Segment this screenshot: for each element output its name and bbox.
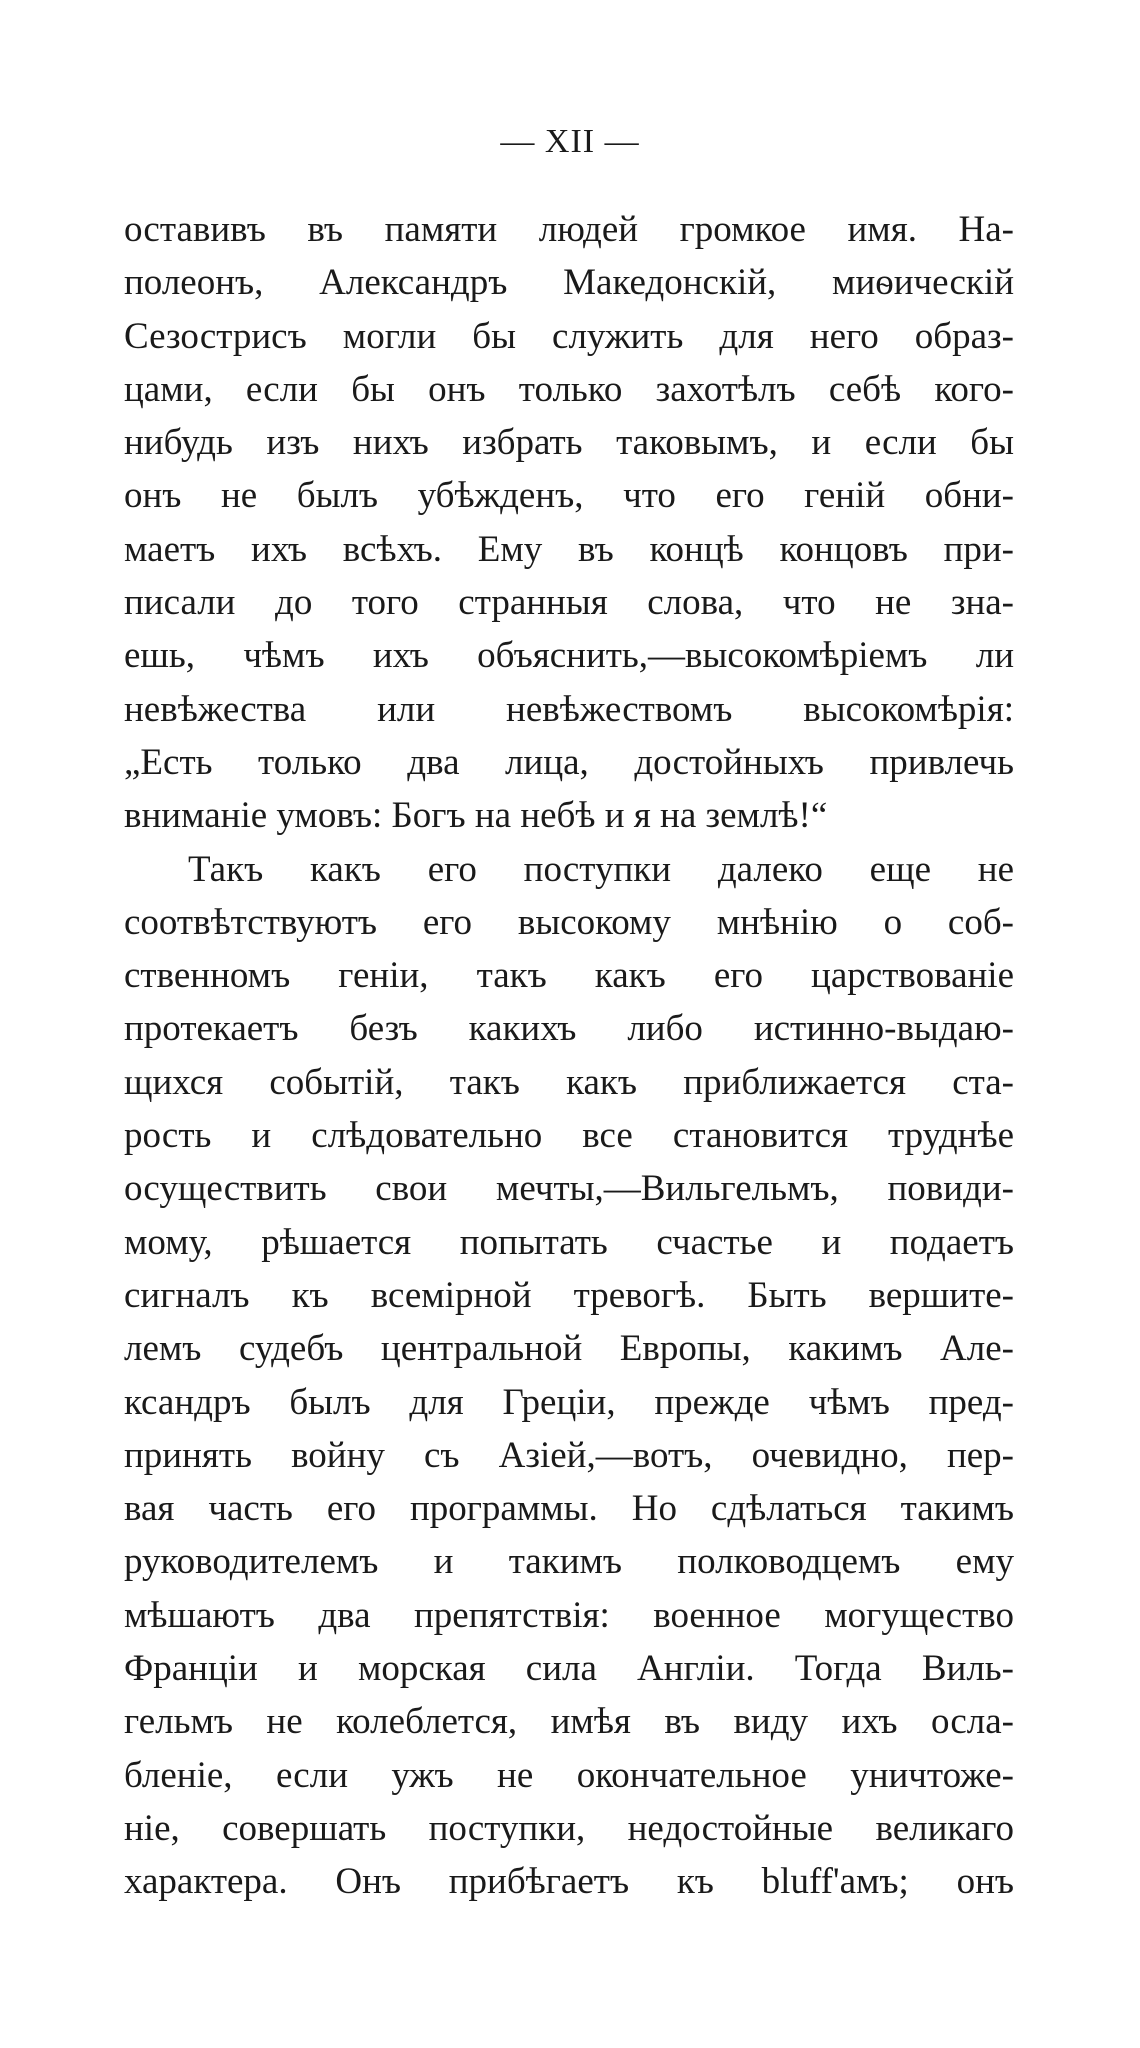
text-line: ксандръ былъ для Греціи, прежде чѣмъ пред- [124,1381,1014,1423]
text-line: нибудь изъ нихъ избрать таковымъ, и если бы [124,422,1014,464]
text-line: полеонъ, Александръ Македонскій, миѳическій [124,262,1014,304]
body-text [124,203,1014,1909]
text-line: характера. Онъ прибѣгаетъ къ bluff'амъ; онъ [124,1861,1014,1903]
text-line: ешь, чѣмъ ихъ объяснить,—высокомѣріемъ ли [124,635,1014,677]
text-line: соотвѣтствуютъ его высокому мнѣнію о соб- [124,901,1014,943]
text-line: ніе, совершать поступки, недостойные великаго [124,1807,1014,1849]
page-number: — XII — [500,123,640,160]
text-line: осуществить свои мечты,—Вильгельмъ, повиди- [124,1168,1014,1210]
text-line: маетъ ихъ всѣхъ. Ему въ концѣ концовъ при- [124,528,1014,570]
text-line: Сезострисъ могли бы служить для него образ- [124,315,1014,357]
text-line: невѣжества или невѣжествомъ высокомѣрія: [124,688,1014,730]
text-line: мѣшаютъ два препятствія: военное могущество [124,1594,1014,1636]
text-line: руководителемъ и такимъ полководцемъ ему [124,1541,1014,1583]
text-line: вниманіе умовъ: Богъ на небѣ и я на землѣ!“ [124,795,828,837]
text-line: мому, рѣшается попытать счастье и подаетъ [124,1221,1014,1263]
text-line: бленіе, если ужъ не окончательное уничтоже- [124,1754,1014,1796]
text-line: принять войну съ Азіей,—вотъ, очевидно, пер- [124,1434,1014,1476]
text-line: Франціи и морская сила Англіи. Тогда Виль- [124,1648,1014,1690]
text-line: вая часть его программы. Но сдѣлаться такимъ [124,1488,1014,1530]
text-line: щихся событій, такъ какъ приближается ста- [124,1061,1014,1103]
text-line: сигналъ къ всеміpной тревогѣ. Быть вершите- [124,1274,1014,1316]
text-line: протекаетъ безъ какихъ либо истинно-выдаю- [124,1008,1014,1050]
text-line: Такъ какъ его поступки далеко еще не [188,848,1014,890]
text-line: писали до того странныя слова, что не зна- [124,582,1014,624]
text-line: лемъ судебъ центральной Европы, какимъ Але- [124,1328,1014,1370]
text-line: гельмъ не колеблется, имѣя въ виду ихъ осла- [124,1701,1014,1743]
text-line: рость и слѣдовательно все становится труднѣе [124,1115,1014,1157]
text-line: „Есть только два лица, достойныхъ привлечь [124,741,1014,783]
text-line: оставивъ въ памяти людей громкое имя. На- [124,209,1014,250]
text-line: цами, если бы онъ только захотѣлъ себѣ кого- [124,368,1014,410]
text-line: онъ не былъ убѣжденъ, что его геній обни- [124,475,1014,517]
text-line: ственномъ геніи, такъ какъ его царствованіе [124,955,1014,997]
